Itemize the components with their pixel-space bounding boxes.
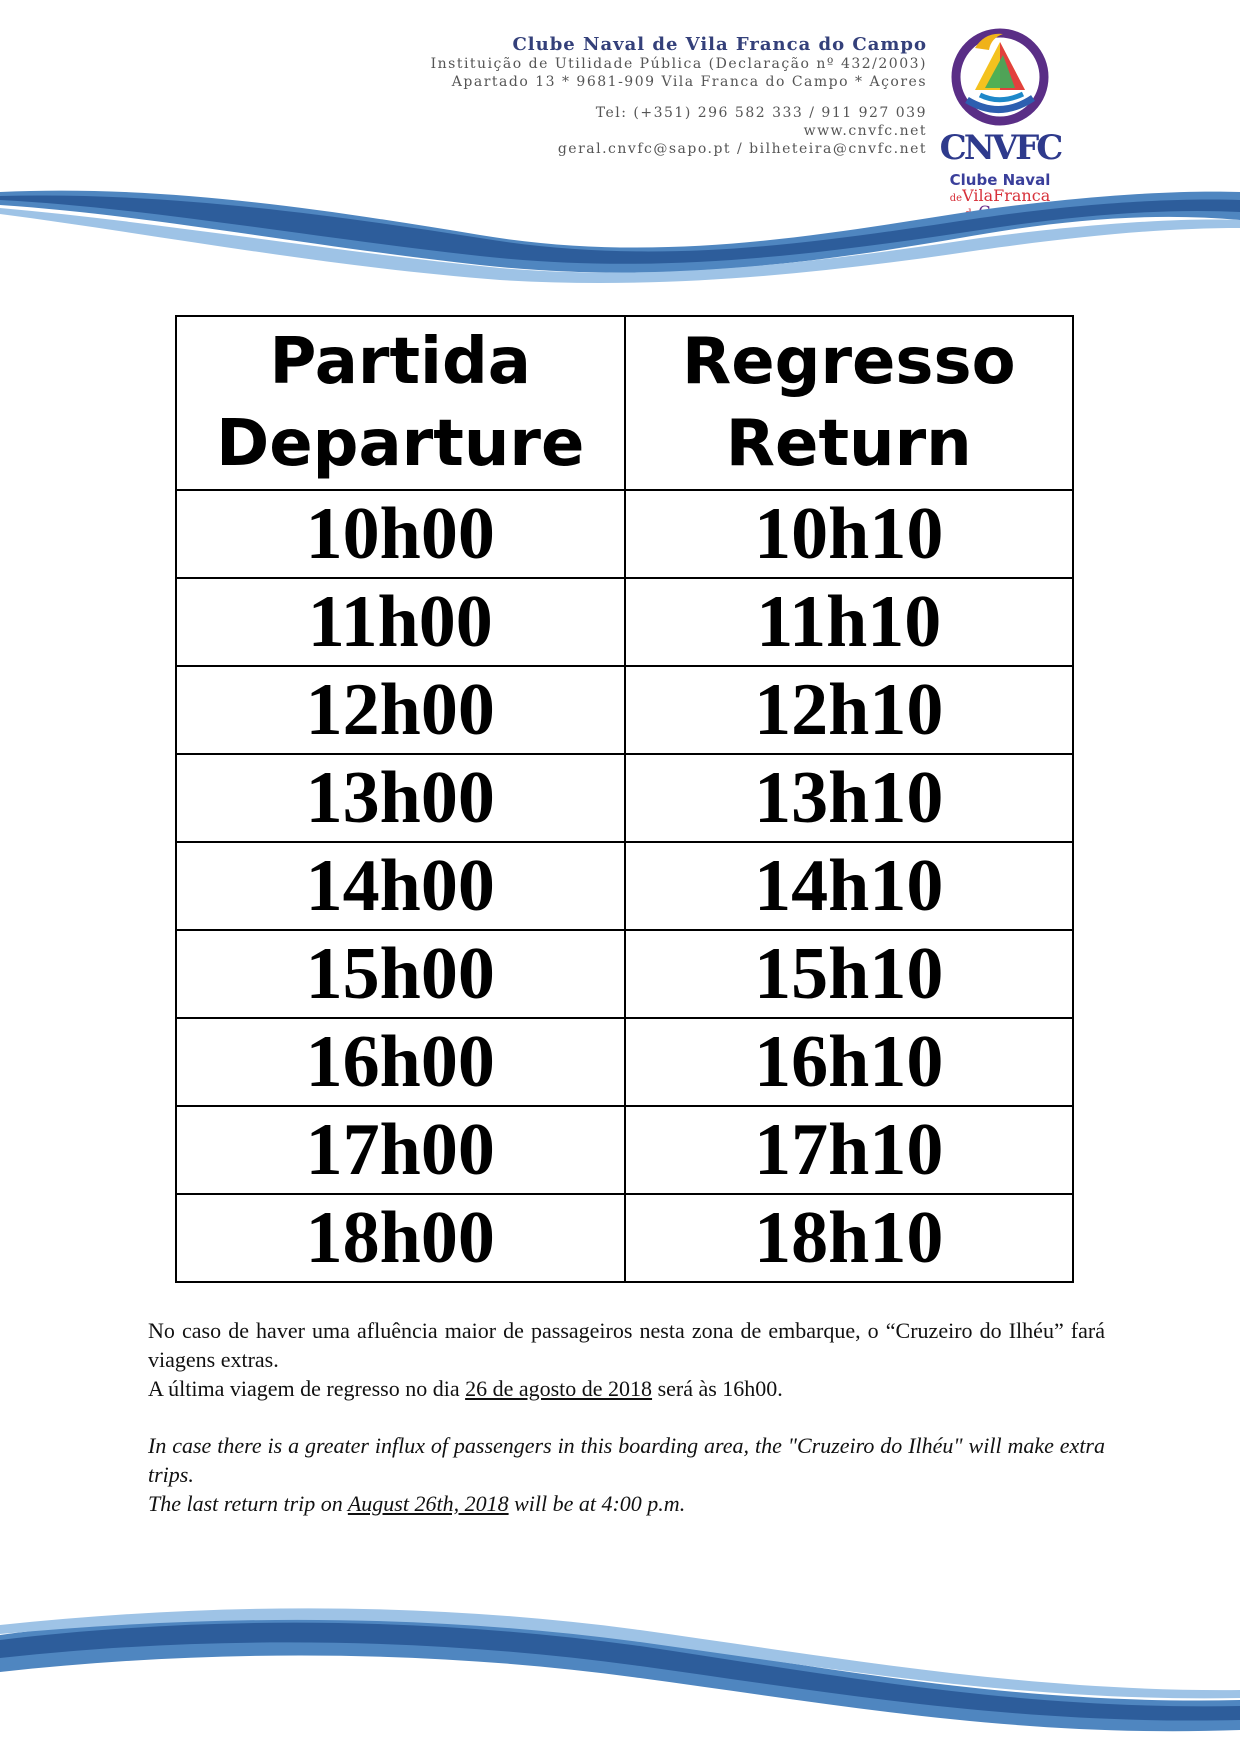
return-column-header: Regresso Return	[625, 316, 1074, 490]
website-line: www.cnvfc.net	[803, 123, 927, 139]
return-time: 16h10	[625, 1018, 1074, 1106]
return-time: 10h10	[625, 490, 1074, 578]
departure-time: 12h00	[176, 666, 625, 754]
departure-time: 14h00	[176, 842, 625, 930]
departure-time: 15h00	[176, 930, 625, 1018]
logo-monogram: CNVFC	[939, 128, 1061, 168]
departure-time: 16h00	[176, 1018, 625, 1106]
table-row	[176, 578, 1073, 666]
note-pt-last-trip: A última viagem de regresso no dia 26 de agosto de 2018 será às 16h00.	[148, 1376, 783, 1401]
note-en-extra-trips: In case there is a greater influx of passengers in this boarding area, the "Cruzeiro do Ilhéu" will make extra trips.	[148, 1433, 1105, 1487]
logo-line-2: deVilaFranca	[949, 186, 1051, 205]
institution-line: Instituição de Utilidade Pública (Declaração nº 432/2003)	[430, 56, 927, 72]
email-line: geral.cnvfc@sapo.pt / bilheteira@cnvfc.net	[557, 141, 927, 157]
note-pt-date: 26 de agosto de 2018	[465, 1376, 653, 1401]
departure-time: 17h00	[176, 1106, 625, 1194]
departure-time: 11h00	[176, 578, 625, 666]
notes-section	[148, 1316, 1105, 1518]
phone-line: Tel: (+351) 296 582 333 / 911 927 039	[595, 105, 927, 121]
logo-line-1: Clube Naval	[949, 171, 1051, 189]
bottom-wave-decoration	[0, 1580, 1240, 1754]
return-time: 13h10	[625, 754, 1074, 842]
table-row	[176, 1018, 1073, 1106]
note-pt-extra-trips: No caso de haver uma afluência maior de passageiros nesta zona de embarque, o “Cruzeiro do Ilhéu” fará viagens extras.	[148, 1318, 1105, 1372]
departure-time: 10h00	[176, 490, 625, 578]
table-row	[176, 666, 1073, 754]
return-time: 18h10	[625, 1194, 1074, 1282]
schedule-table	[175, 315, 1074, 1283]
table-row	[176, 930, 1073, 1018]
table-row	[176, 754, 1073, 842]
return-time: 12h10	[625, 666, 1074, 754]
note-en-date: August 26th, 2018	[347, 1491, 509, 1516]
return-time: 15h10	[625, 930, 1074, 1018]
table-header-row	[176, 316, 1073, 490]
top-wave-decoration	[0, 150, 1240, 290]
return-time: 11h10	[625, 578, 1074, 666]
departure-time: 13h00	[176, 754, 625, 842]
table-row	[176, 490, 1073, 578]
letterhead	[227, 36, 927, 158]
departure-column-header: Partida Departure	[176, 316, 625, 490]
return-time: 14h10	[625, 842, 1074, 930]
address-line: Apartado 13 * 9681-909 Vila Franca do Campo * Açores	[451, 74, 927, 90]
table-row	[176, 1106, 1073, 1194]
departure-time: 18h00	[176, 1194, 625, 1282]
note-en-last-trip: The last return trip on August 26th, 2018 will be at 4:00 p.m.	[148, 1491, 686, 1516]
table-row	[176, 842, 1073, 930]
table-row	[176, 1194, 1073, 1282]
club-name: Clube Naval de Vila Franca do Campo	[512, 34, 927, 55]
logo-emblem-icon	[945, 20, 1055, 130]
return-time: 17h10	[625, 1106, 1074, 1194]
